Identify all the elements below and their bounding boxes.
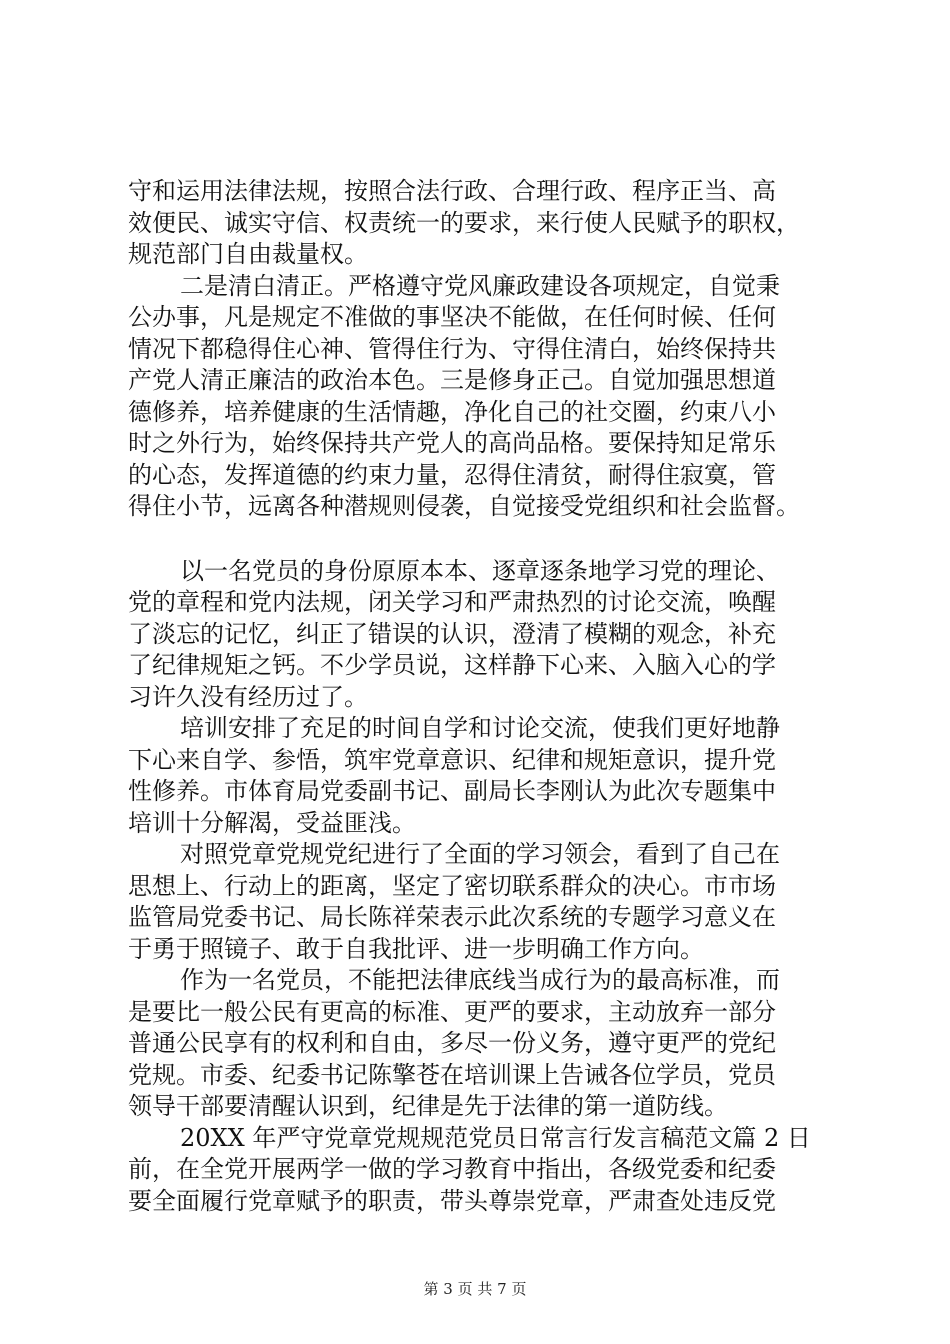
- paragraph-gap: [128, 523, 834, 556]
- paragraph-1: 守和运用法律法规，按照合法行政、合理行政、程序正当、高 效便民、诚实守信、权责统一的要求，来行使人民赋予的职权， 规范部门自由裁量权。: [128, 177, 800, 268]
- document-body: [128, 176, 834, 1217]
- paragraph-4: 培训安排了充足的时间自学和讨论交流，使我们更好地静 下心来自学、参悟，筑牢党章意识、纪律和规矩意识，提升党 性修养。市体育局党委副书记、副局长李刚认为此次专题集中 培训十分解渴，受益匪浅。: [128, 714, 780, 837]
- page-footer: 第 3 页 共 7 页: [423, 1280, 527, 1298]
- paragraph-6: 作为一名党员，不能把法律底线当成行为的最高标准，而 是要比一般公民有更高的标准、更严的要求，主动放弃一部分 普通公民享有的权利和自由，多尽一份义务，遵守更严的党纪 党规。市委、纪委书记陈擎苍在培训课上告诫各位学员，党员 领导干部要清醒认识到，纪律是先于法律的第一道防线。: [128, 966, 780, 1120]
- paragraph-3: 以一名党员的身份原原本本、逐章逐条地学习党的理论、 党的章程和党内法规，闭关学习和严肃热烈的讨论交流，唤醒 了淡忘的记忆，纠正了错误的认识，澄清了模糊的观念，补充 了纪律规矩之钙。不少学员说，这样静下心来、入脑入心的学 习许久没有经历过了。: [128, 556, 780, 711]
- paragraph-7: 20XX 年严守党章党规规范党员日常言行发言稿范文篇 2 日 前，在全党开展两学一做的学习教育中指出，各级党委和纪委 要全面履行党章赋予的职责，带头尊崇党章，严肃查处违反党: [128, 1123, 811, 1215]
- paragraph-5: 对照党章党规党纪进行了全面的学习领会，看到了自己在 思想上、行动上的距离，坚定了密切联系群众的决心。市市场 监管局党委书记、局长陈祥荣表示此次系统的专题学习意义在 于勇于照镜子、敢于自我批评、进一步明确工作方向。: [128, 840, 780, 963]
- paragraph-2: 二是清白清正。严格遵守党风廉政建设各项规定，自觉秉 公办事，凡是规定不准做的事坚决不能做，在任何时候、任何 情况下都稳得住心神、管得住行为、守得住清白，始终保持共 产党人清正廉洁的政治本色。三是修身正己。自觉加强思想道 德修养，培养健康的生活情趣，净化自己的社交圈，约束八小 时之外行为，始终保持共产党人的高尚品格。要保持知足常乐 的心态，发挥道德的约束力量，忍得住清贫，耐得住寂寞，管 得住小节，远离各种潜规则侵袭，自觉接受党组织和社会监督。: [128, 271, 800, 520]
